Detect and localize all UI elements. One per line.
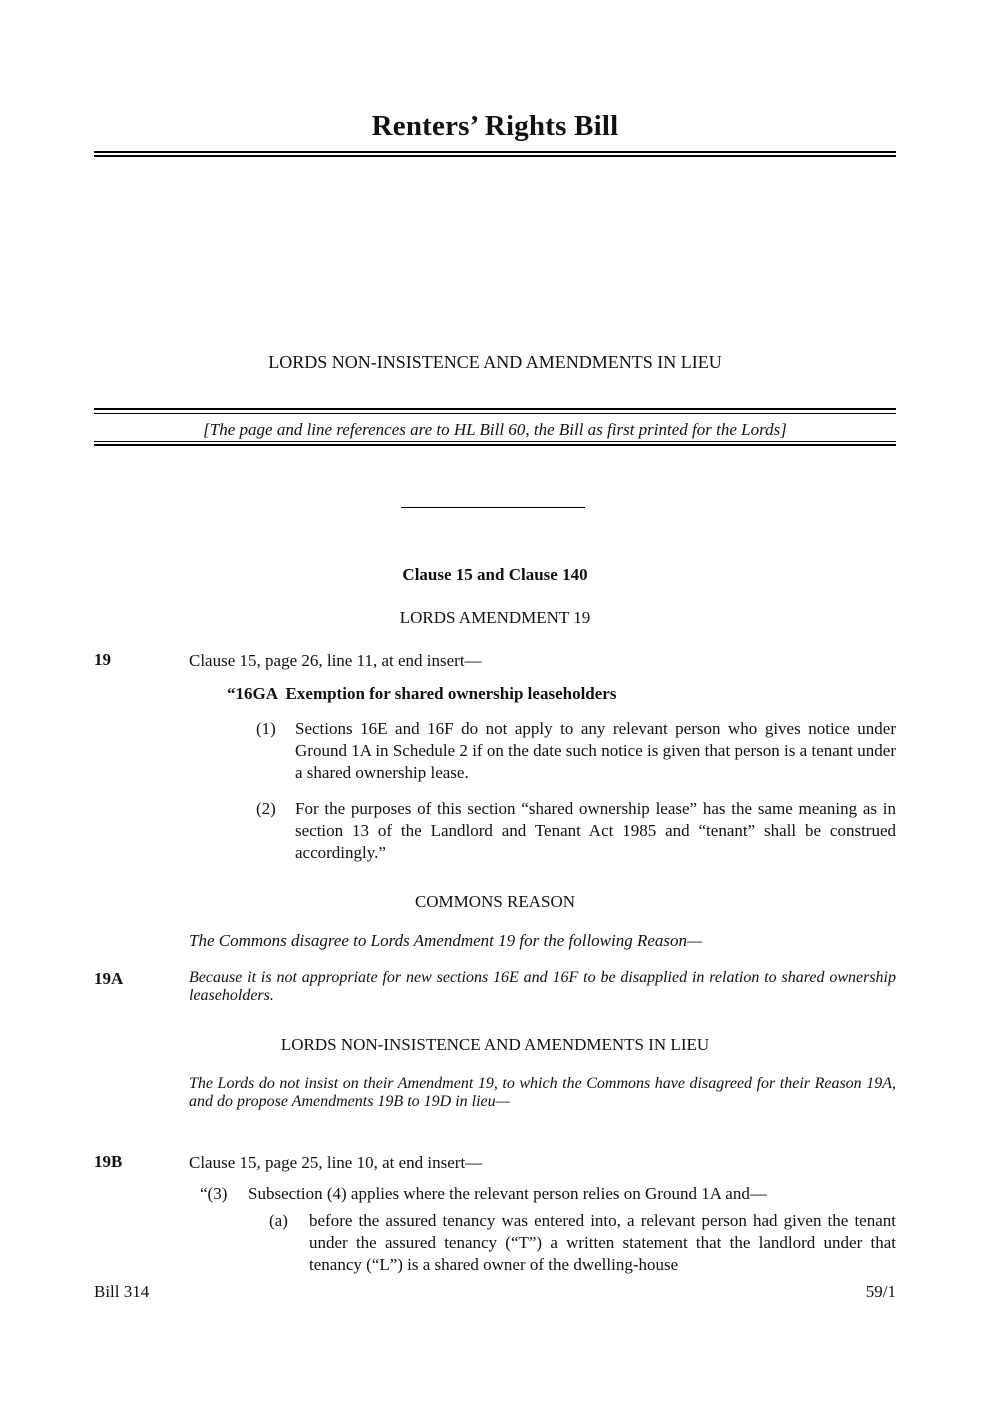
note-rule-top-thin <box>94 413 896 414</box>
paragraph-text: before the assured tenancy was entered into, a relevant person had given the tenant under the assured tenancy (“T”) a written statement that the landlord under that tenancy (“L”) is a shared owner of the dwelling-house <box>309 1211 896 1274</box>
subsection-label: (2) <box>256 799 276 818</box>
subsection-text: For the purposes of this section “shared ownership lease” has the same meaning as in section 13 of the Landlord and Tenant Act 1985 and “tenant” shall be construed accordingly.” <box>295 799 896 862</box>
footer-bill-number: Bill 314 <box>94 1282 150 1301</box>
reason-text: Because it is not appropriate for new sections 16E and 16F to be disapplied in relation to shared ownership leaseholders. <box>189 969 896 1004</box>
reason-number: 19A <box>94 969 124 988</box>
lords-non-insistence-text: The Lords do not insist on their Amendment 19, to which the Commons have disagreed for their Reason 19A, and do propose Amendments 19B to 19D in lieu— <box>189 1075 896 1110</box>
commons-reason-intro: The Commons disagree to Lords Amendment 19 for the following Reason— <box>189 931 703 950</box>
section-heading: “16GA Exemption for shared ownership leaseholders <box>227 684 617 703</box>
document-title: Renters’ Rights Bill <box>371 110 619 142</box>
amendment-instruction: Clause 15, page 26, line 11, at end insert— <box>189 651 482 670</box>
amendment-instruction: Clause 15, page 25, line 10, at end insert— <box>189 1153 483 1172</box>
commons-reason-heading: COMMONS REASON <box>414 892 576 911</box>
subtitle: LORDS NON-INSISTENCE AND AMENDMENTS IN LIEU <box>268 352 722 372</box>
lords-non-insistence-heading: LORDS NON-INSISTENCE AND AMENDMENTS IN LIEU <box>280 1035 710 1054</box>
note-rule-bottom-thin <box>94 441 896 442</box>
footer-page-ref: 59/1 <box>865 1282 896 1301</box>
subsection-label: (1) <box>256 719 276 738</box>
subsection-label: “(3) <box>200 1184 228 1203</box>
note-rule-top-thick <box>94 408 896 410</box>
subsection-text: Subsection (4) applies where the relevant person relies on Ground 1A and— <box>248 1184 767 1203</box>
paragraph-label: (a) <box>269 1211 288 1230</box>
amendment-number: 19 <box>94 650 111 669</box>
reference-note: [The page and line references are to HL Bill 60, the Bill as first printed for the Lords] <box>203 420 787 439</box>
clause-heading: Clause 15 and Clause 140 <box>402 565 588 584</box>
title-rule-thin <box>94 151 896 153</box>
subsection-text: Sections 16E and 16F do not apply to any relevant person who gives notice under Ground 1A in Schedule 2 if on the date such notice is given that person is a tenant under a shared ownership lease. <box>295 719 896 782</box>
lords-amendment-heading: LORDS AMENDMENT 19 <box>399 608 591 627</box>
amendment-number: 19B <box>94 1152 123 1171</box>
section-divider <box>401 507 585 508</box>
note-rule-bottom-thick <box>94 444 896 446</box>
title-rule-thick <box>94 155 896 157</box>
